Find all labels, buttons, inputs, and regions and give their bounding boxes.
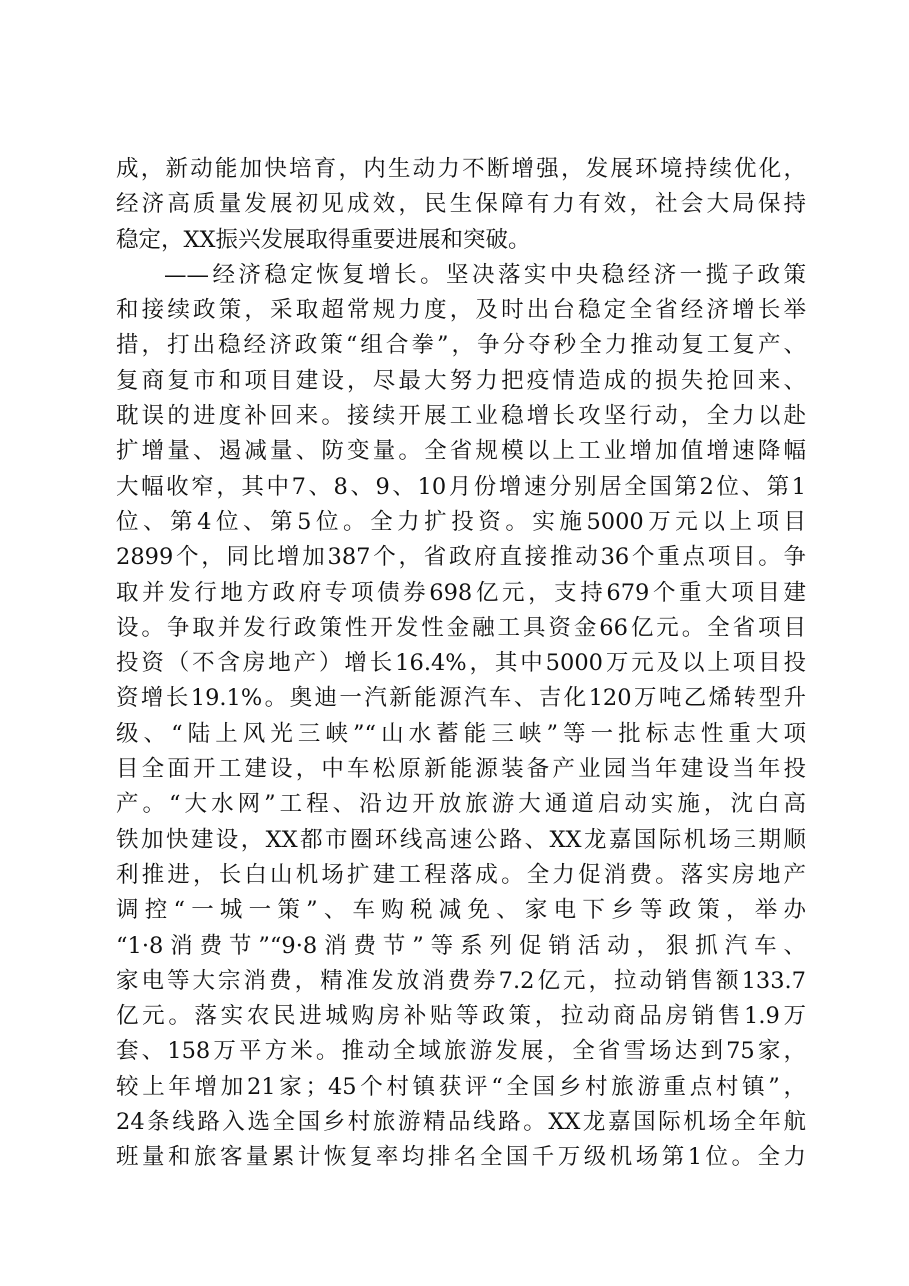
text-line: 家电等大宗消费，精准发放消费券7.2亿元，拉动销售额133.7 — [116, 967, 806, 994]
text-line: 经济高质量发展初见成效，民生保障有力有效，社会大局保持 — [116, 191, 806, 218]
text-line: 和接续政策，采取超常规力度，及时出台稳定全省经济增长举 — [116, 297, 806, 324]
text-line: 级、“陆上风光三峡”“山水蓄能三峡”等一批标志性重大项 — [116, 720, 806, 747]
text-line: 措，打出稳经济政策“组合拳”，争分夺秒全力推动复工复产、 — [116, 332, 806, 359]
body-text — [116, 152, 806, 1176]
text-line: 成，新动能加快培育，内生动力不断增强，发展环境持续优化， — [116, 156, 806, 182]
text-line: 资增长19.1%。奥迪一汽新能源汽车、吉化120万吨乙烯转型升 — [116, 685, 806, 712]
text-line: 扩增量、遏减量、防变量。全省规模以上工业增加值增速降幅 — [116, 438, 806, 465]
text-line: 班量和旅客量累计恢复率均排名全国千万级机场第1位。全力 — [116, 1144, 806, 1171]
text-line: 24条线路入选全国乡村旅游精品线路。XX龙嘉国际机场全年航 — [116, 1109, 806, 1136]
text-line: 大幅收窄，其中7、8、9、10月份增速分别居全国第2位、第1 — [116, 473, 806, 500]
text-line: 调控“一城一策”、车购税减免、家电下乡等政策，举办 — [116, 897, 806, 924]
text-line: 复商复市和项目建设，尽最大努力把疫情造成的损失抢回来、 — [116, 367, 806, 394]
text-line: 铁加快建设，XX都市圈环线高速公路、XX龙嘉国际机场三期顺 — [116, 826, 806, 853]
text-line: 耽误的进度补回来。接续开展工业稳增长攻坚行动，全力以赴 — [116, 403, 806, 430]
text-line: “1·8消费节”“9·8消费节”等系列促销活动，狠抓汽车、 — [116, 932, 806, 959]
text-line: 2899个，同比增加387个，省政府直接推动36个重点项目。争 — [116, 544, 806, 571]
text-line: 稳定，XX振兴发展取得重要进展和突破。 — [116, 226, 531, 253]
text-line: 目全面开工建设，中车松原新能源装备产业园当年建设当年投 — [116, 756, 806, 783]
text-line: 产。“大水网”工程、沿边开放旅游大通道启动实施，沈白高 — [116, 791, 806, 818]
text-line: 套、158万平方米。推动全域旅游发展，全省雪场达到75家， — [116, 1038, 806, 1065]
text-line: 投资（不含房地产）增长16.4%，其中5000万元及以上项目投 — [116, 650, 806, 677]
text-line: ——经济稳定恢复增长。坚决落实中央稳经济一揽子政策 — [164, 261, 806, 288]
text-line: 较上年增加21家；45个村镇获评“全国乡村旅游重点村镇”， — [116, 1073, 806, 1100]
text-line: 位、第4位、第5位。全力扩投资。实施5000万元以上项目 — [116, 508, 806, 535]
text-line: 取并发行地方政府专项债券698亿元，支持679个重大项目建 — [116, 579, 806, 606]
text-line: 设。争取并发行政策性开发性金融工具资金66亿元。全省项目 — [116, 614, 806, 641]
text-line: 亿元。落实农民进城购房补贴等政策，拉动商品房销售1.9万 — [116, 1003, 806, 1030]
text-line: 利推进，长白山机场扩建工程落成。全力促消费。落实房地产 — [116, 861, 806, 888]
